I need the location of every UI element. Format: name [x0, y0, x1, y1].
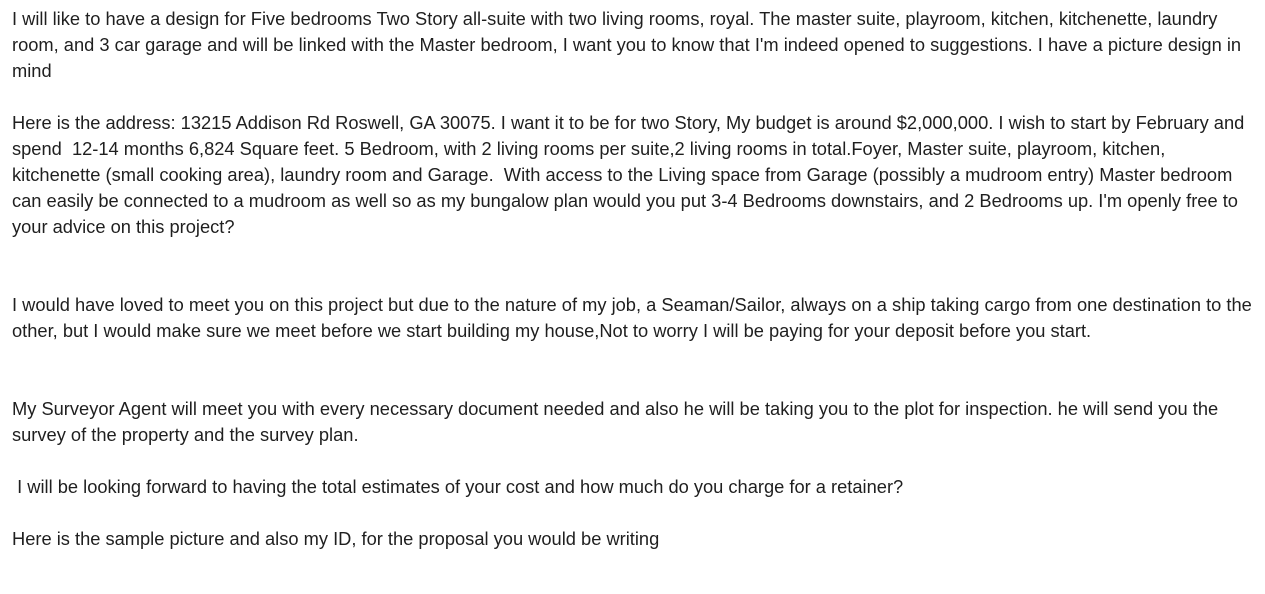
paragraph-address-budget: Here is the address: 13215 Addison Rd Roswell, GA 30075. I want it to be for two Story, My budget is around $2,000,000. I wish to start by February and spend 12-14 months 6,824 Square feet. 5 Bedroom, with 2 living rooms per suite,2 living rooms in total.Foyer, Master suite, playroom, kitchen, kitchenette (small cooking area), laundry room and Garage. With access to the Living space from Garage (possibly a mudroom entry) Master bedroom can easily be connected to a mudroom as well so as my bungalow plan would you put 3-4 Bedrooms downstairs, and 2 Bedrooms up. I'm openly free to your advice on this project?: [12, 112, 1250, 237]
paragraph-spacer: [12, 448, 1258, 474]
paragraph-meeting: I would have loved to meet you on this project but due to the nature of my job, a Seaman/Sailor, always on a ship taking cargo from one destination to the other, but I would make sure we meet before we start building my house,Not to worry I will be paying for your deposit before you start.: [12, 294, 1257, 341]
paragraph-surveyor: My Surveyor Agent will meet you with every necessary document needed and also he will be taking you to the plot for inspection. he will send you the survey of the property and the survey plan.: [12, 398, 1224, 445]
paragraph-attachments: Here is the sample picture and also my ID, for the proposal you would be writing: [12, 528, 660, 549]
paragraph-spacer: [12, 500, 1258, 526]
paragraph-spacer: [12, 240, 1258, 292]
paragraph-design-request: I will like to have a design for Five bedrooms Two Story all-suite with two living rooms, royal. The master suite, playroom, kitchen, kitchenette, laundry room, and 3 car garage and will be linked with the Master bedroom, I want you to know that I'm indeed opened to suggestions. I have a picture design in mind: [12, 8, 1247, 81]
paragraph-estimates: I will be looking forward to having the total estimates of your cost and how much do you charge for a retainer?: [12, 476, 904, 497]
paragraph-spacer: [12, 344, 1258, 396]
paragraph-spacer: [12, 84, 1258, 110]
message-body: [12, 6, 1258, 552]
